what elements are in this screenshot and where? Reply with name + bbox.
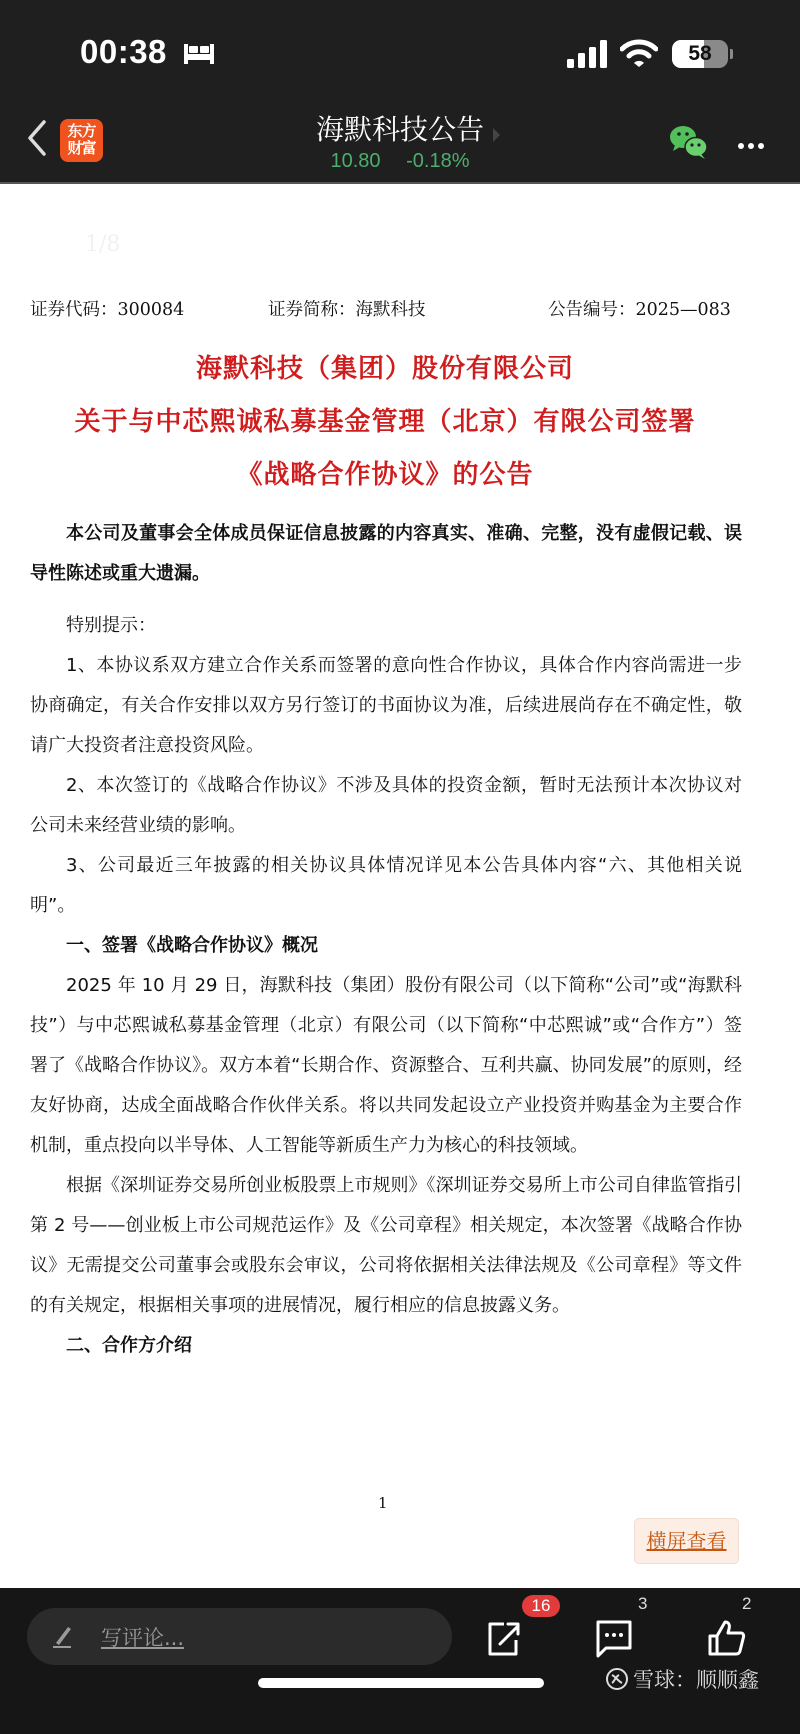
battery-nub <box>730 49 733 59</box>
nav-bar <box>0 100 800 182</box>
xueqiu-logo-icon <box>605 1667 629 1691</box>
security-code: 证券代码：300084 <box>30 300 185 320</box>
watermark-text: 雪球：顺顺鑫 <box>633 1668 759 1692</box>
wechat-icon[interactable] <box>668 122 710 162</box>
home-indicator[interactable] <box>258 1678 544 1688</box>
pencil-icon <box>50 1623 76 1649</box>
notice-item: 1、本协议系双方建立合作关系而签署的意向性合作协议，具体合作内容尚需进一步协商确定，有关合作安排以双方另行签订的书面协议为准，后续进展尚存在不确定性，敬请广大投资者注意投资风险。 <box>30 655 742 756</box>
app-logo-line1: 东方 <box>67 122 96 140</box>
thumbs-up-icon[interactable] <box>705 1616 749 1660</box>
status-bar <box>0 0 800 100</box>
bed-icon <box>183 42 215 66</box>
caret-right-icon <box>493 128 500 142</box>
bottom-bar <box>0 1588 800 1734</box>
share-icon[interactable] <box>482 1616 526 1660</box>
declaration-text: 本公司及董事会全体成员保证信息披露的内容真实、准确、完整，没有虚假记载、误导性陈述或重大遗漏。 <box>30 523 742 584</box>
section-1-paragraph: 2025 年 10 月 29 日，海默科技（集团）股份有限公司（以下简称“公司”或“海默科技”）与中芯熙诚私募基金管理（北京）有限公司（以下简称“中芯熙诚”或“合作方”）签署了《战略合作协议》。双方本着“长期合作、资源整合、互利共赢、协同发展”的原则，经友好协商，达成全面战略合作伙伴关系。将以共同发起设立产业投资并购基金为主要合作机制，重点投向以半导体、人工智能等新质生产力为核心的科技领域。 <box>30 975 742 1156</box>
stock-price: 10.80 <box>330 150 381 172</box>
stock-change: -0.18% <box>406 150 470 172</box>
comment-placeholder: 写评论... <box>101 1626 185 1650</box>
page-title: 海默科技公告 <box>315 113 484 146</box>
section-1-heading: 一、签署《战略合作协议》概况 <box>66 935 318 956</box>
comment-icon[interactable] <box>592 1616 636 1660</box>
battery-icon <box>672 40 728 68</box>
section-1-paragraph: 根据《深圳证券交易所创业板股票上市规则》《深圳证券交易所上市公司自律监管指引第 2 号——创业板上市公司规范运作》及《公司章程》相关规定，本次签署《战略合作协议》无需提交公司董事会或股东会审议，公司将依据相关法律法规及《公司章程》等文件的有关规定，根据相关事项的进展情况，履行相应的信息披露义务。 <box>30 1175 742 1316</box>
status-time: 00:38 <box>80 33 167 70</box>
landscape-view-button[interactable]: 横屏查看 <box>634 1518 739 1564</box>
comment-count: 3 <box>638 1594 648 1613</box>
share-count-badge: 16 <box>522 1595 560 1617</box>
like-count: 2 <box>742 1594 752 1613</box>
wifi-icon <box>620 38 658 68</box>
signal-icon <box>567 40 609 68</box>
notice-item: 3、公司最近三年披露的相关协议具体情况详见本公告具体内容“六、其他相关说明”。 <box>30 855 742 916</box>
notice-item: 2、本次签订的《战略合作协议》不涉及具体的投资金额，暂时无法预计本次协议对公司未来经营业绩的影响。 <box>30 775 742 836</box>
special-notice-heading: 特别提示： <box>66 615 156 636</box>
page-indicator: 1/8 <box>85 232 121 257</box>
special-notice <box>30 606 742 1366</box>
watermark <box>605 1664 759 1694</box>
doc-title-line-2: 关于与中芯熙诚私募基金管理（北京）有限公司签署 <box>74 407 696 437</box>
app-logo-line2: 财富 <box>67 139 96 157</box>
announcement-document[interactable] <box>0 184 800 1588</box>
declaration <box>30 514 742 594</box>
more-dots-icon[interactable] <box>738 134 768 144</box>
doc-title-line-1: 海默科技（集团）股份有限公司 <box>195 354 574 384</box>
doc-title-line-3: 《战略合作协议》的公告 <box>236 460 534 490</box>
comment-input[interactable] <box>27 1608 452 1665</box>
section-2-heading: 二、合作方介绍 <box>66 1335 192 1356</box>
battery-percent: 58 <box>688 42 712 65</box>
announcement-number: 公告编号：2025—083 <box>548 300 731 320</box>
page-number: 1 <box>378 1494 388 1512</box>
security-short-name: 证券简称：海默科技 <box>268 300 426 320</box>
